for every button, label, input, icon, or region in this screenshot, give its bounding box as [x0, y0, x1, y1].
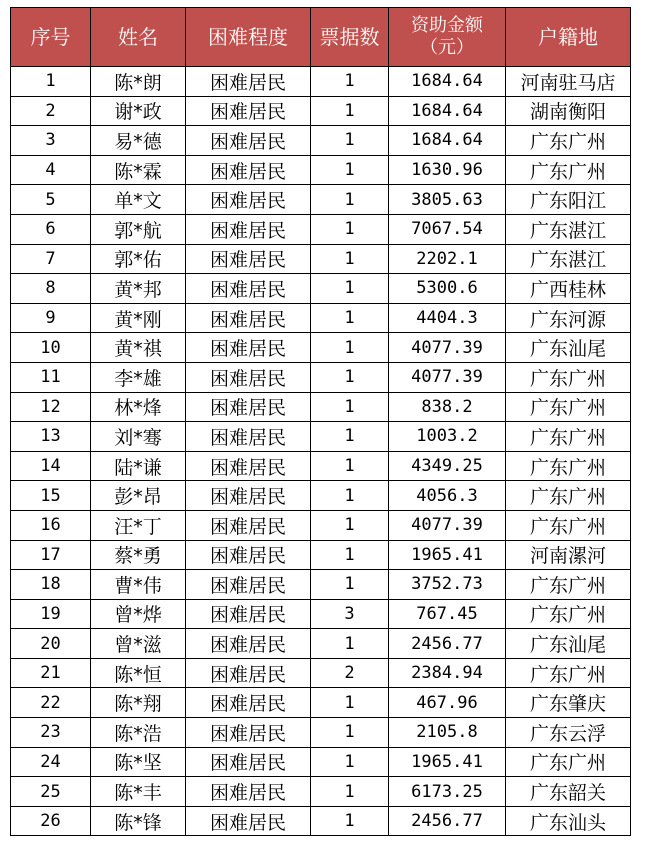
cell-origin: 广东汕尾 [506, 629, 631, 659]
cell-origin: 广东广州 [506, 422, 631, 452]
cell-difficulty: 困难居民 [186, 451, 311, 481]
table-body [11, 67, 631, 836]
table-row [11, 806, 631, 836]
cell-receipts: 3 [311, 599, 389, 629]
cell-index: 13 [11, 422, 91, 452]
cell-origin: 广东广州 [506, 155, 631, 185]
header-name: 姓名 [91, 8, 186, 67]
header-index: 序号 [11, 8, 91, 67]
cell-index: 14 [11, 451, 91, 481]
cell-name: 谢*政 [91, 96, 186, 126]
cell-difficulty: 困难居民 [186, 510, 311, 540]
cell-name: 黄*邦 [91, 274, 186, 304]
cell-amount: 1965.41 [389, 747, 506, 777]
cell-origin: 广东韶关 [506, 777, 631, 807]
table-header [11, 8, 631, 67]
cell-name: 陈*坚 [91, 747, 186, 777]
cell-origin: 广东广州 [506, 481, 631, 511]
cell-origin: 湖南衡阳 [506, 96, 631, 126]
cell-amount: 2456.77 [389, 806, 506, 836]
table-row [11, 96, 631, 126]
cell-name: 黄*祺 [91, 333, 186, 363]
table-row [11, 67, 631, 97]
table-row [11, 303, 631, 333]
table-row [11, 155, 631, 185]
cell-receipts: 1 [311, 185, 389, 215]
cell-name: 陈*恒 [91, 658, 186, 688]
cell-difficulty: 困难居民 [186, 570, 311, 600]
cell-origin: 广东汕尾 [506, 333, 631, 363]
cell-amount: 3752.73 [389, 570, 506, 600]
cell-difficulty: 困难居民 [186, 777, 311, 807]
cell-name: 曾*滋 [91, 629, 186, 659]
cell-origin: 广东广州 [506, 658, 631, 688]
cell-name: 陈*朗 [91, 67, 186, 97]
cell-name: 曾*烨 [91, 599, 186, 629]
cell-origin: 广东阳江 [506, 185, 631, 215]
cell-name: 刘*骞 [91, 422, 186, 452]
table-row [11, 392, 631, 422]
cell-receipts: 1 [311, 510, 389, 540]
cell-index: 26 [11, 806, 91, 836]
table-row [11, 274, 631, 304]
cell-amount: 1684.64 [389, 67, 506, 97]
cell-origin: 广东广州 [506, 126, 631, 156]
cell-index: 2 [11, 96, 91, 126]
cell-origin: 广东湛江 [506, 214, 631, 244]
cell-origin: 广东肇庆 [506, 688, 631, 718]
cell-difficulty: 困难居民 [186, 214, 311, 244]
cell-index: 25 [11, 777, 91, 807]
header-amount [389, 8, 506, 67]
cell-difficulty: 困难居民 [186, 688, 311, 718]
cell-amount: 2456.77 [389, 629, 506, 659]
cell-receipts: 1 [311, 126, 389, 156]
cell-index: 10 [11, 333, 91, 363]
cell-index: 17 [11, 540, 91, 570]
table-row [11, 658, 631, 688]
cell-receipts: 2 [311, 658, 389, 688]
cell-amount: 2384.94 [389, 658, 506, 688]
cell-origin: 广东广州 [506, 570, 631, 600]
cell-name: 陈*翔 [91, 688, 186, 718]
cell-index: 21 [11, 658, 91, 688]
cell-difficulty: 困难居民 [186, 422, 311, 452]
table-row [11, 126, 631, 156]
cell-amount: 1684.64 [389, 96, 506, 126]
table-row [11, 422, 631, 452]
cell-origin: 河南漯河 [506, 540, 631, 570]
cell-difficulty: 困难居民 [186, 244, 311, 274]
header-receipts: 票据数 [311, 8, 389, 67]
table-row [11, 570, 631, 600]
cell-amount: 5300.6 [389, 274, 506, 304]
cell-index: 3 [11, 126, 91, 156]
header-origin: 户籍地 [506, 8, 631, 67]
cell-amount: 467.96 [389, 688, 506, 718]
cell-name: 曹*伟 [91, 570, 186, 600]
cell-index: 24 [11, 747, 91, 777]
cell-receipts: 1 [311, 362, 389, 392]
cell-difficulty: 困难居民 [186, 274, 311, 304]
cell-amount: 838.2 [389, 392, 506, 422]
cell-receipts: 1 [311, 333, 389, 363]
cell-receipts: 1 [311, 629, 389, 659]
cell-difficulty: 困难居民 [186, 126, 311, 156]
cell-index: 6 [11, 214, 91, 244]
cell-amount: 767.45 [389, 599, 506, 629]
table-row [11, 777, 631, 807]
cell-difficulty: 困难居民 [186, 96, 311, 126]
cell-amount: 7067.54 [389, 214, 506, 244]
cell-receipts: 1 [311, 777, 389, 807]
table-row [11, 540, 631, 570]
cell-amount: 4077.39 [389, 362, 506, 392]
cell-receipts: 1 [311, 747, 389, 777]
cell-difficulty: 困难居民 [186, 67, 311, 97]
cell-origin: 广东广州 [506, 451, 631, 481]
cell-receipts: 1 [311, 422, 389, 452]
cell-receipts: 1 [311, 392, 389, 422]
cell-amount: 1684.64 [389, 126, 506, 156]
cell-index: 19 [11, 599, 91, 629]
table-row [11, 718, 631, 748]
cell-amount: 1003.2 [389, 422, 506, 452]
cell-name: 汪*丁 [91, 510, 186, 540]
cell-origin: 广东广州 [506, 362, 631, 392]
cell-receipts: 1 [311, 67, 389, 97]
cell-amount: 4349.25 [389, 451, 506, 481]
cell-origin: 广东湛江 [506, 244, 631, 274]
cell-receipts: 1 [311, 96, 389, 126]
cell-receipts: 1 [311, 214, 389, 244]
cell-name: 林*烽 [91, 392, 186, 422]
table-row [11, 599, 631, 629]
table-row [11, 214, 631, 244]
cell-origin: 广东广州 [506, 392, 631, 422]
table-row [11, 451, 631, 481]
header-amount-line1: 资助金额 [411, 15, 483, 36]
cell-amount: 1965.41 [389, 540, 506, 570]
cell-difficulty: 困难居民 [186, 185, 311, 215]
cell-index: 4 [11, 155, 91, 185]
cell-difficulty: 困难居民 [186, 718, 311, 748]
cell-index: 20 [11, 629, 91, 659]
cell-index: 11 [11, 362, 91, 392]
table-row [11, 629, 631, 659]
table-row [11, 185, 631, 215]
subsidy-table [10, 7, 631, 836]
cell-difficulty: 困难居民 [186, 481, 311, 511]
cell-name: 陈*丰 [91, 777, 186, 807]
cell-origin: 河南驻马店 [506, 67, 631, 97]
cell-index: 18 [11, 570, 91, 600]
cell-index: 7 [11, 244, 91, 274]
cell-amount: 2105.8 [389, 718, 506, 748]
cell-origin: 广东广州 [506, 599, 631, 629]
cell-receipts: 1 [311, 481, 389, 511]
cell-index: 16 [11, 510, 91, 540]
cell-origin: 广东广州 [506, 747, 631, 777]
cell-index: 8 [11, 274, 91, 304]
cell-index: 23 [11, 718, 91, 748]
cell-receipts: 1 [311, 688, 389, 718]
cell-name: 单*文 [91, 185, 186, 215]
cell-amount: 4077.39 [389, 510, 506, 540]
cell-name: 郭*佑 [91, 244, 186, 274]
cell-receipts: 1 [311, 155, 389, 185]
cell-amount: 4077.39 [389, 333, 506, 363]
cell-difficulty: 困难居民 [186, 629, 311, 659]
cell-origin: 广东广州 [506, 510, 631, 540]
cell-difficulty: 困难居民 [186, 599, 311, 629]
cell-difficulty: 困难居民 [186, 540, 311, 570]
cell-difficulty: 困难居民 [186, 747, 311, 777]
cell-amount: 3805.63 [389, 185, 506, 215]
cell-amount: 4404.3 [389, 303, 506, 333]
cell-difficulty: 困难居民 [186, 362, 311, 392]
table-row [11, 244, 631, 274]
cell-index: 1 [11, 67, 91, 97]
cell-origin: 广西桂林 [506, 274, 631, 304]
cell-receipts: 1 [311, 540, 389, 570]
cell-name: 蔡*勇 [91, 540, 186, 570]
table-row [11, 333, 631, 363]
table-row [11, 481, 631, 511]
cell-origin: 广东河源 [506, 303, 631, 333]
cell-name: 易*德 [91, 126, 186, 156]
cell-difficulty: 困难居民 [186, 806, 311, 836]
cell-index: 22 [11, 688, 91, 718]
table-row [11, 688, 631, 718]
cell-receipts: 1 [311, 244, 389, 274]
cell-receipts: 1 [311, 274, 389, 304]
cell-difficulty: 困难居民 [186, 333, 311, 363]
cell-name: 陈*霖 [91, 155, 186, 185]
table-row [11, 510, 631, 540]
cell-index: 5 [11, 185, 91, 215]
table-row [11, 747, 631, 777]
cell-name: 黄*刚 [91, 303, 186, 333]
cell-name: 陈*锋 [91, 806, 186, 836]
cell-name: 彭*昂 [91, 481, 186, 511]
cell-difficulty: 困难居民 [186, 658, 311, 688]
table-row [11, 362, 631, 392]
cell-amount: 6173.25 [389, 777, 506, 807]
header-row [11, 8, 631, 67]
cell-amount: 4056.3 [389, 481, 506, 511]
cell-name: 陈*浩 [91, 718, 186, 748]
cell-origin: 广东汕头 [506, 806, 631, 836]
cell-index: 12 [11, 392, 91, 422]
cell-name: 李*雄 [91, 362, 186, 392]
cell-difficulty: 困难居民 [186, 303, 311, 333]
cell-difficulty: 困难居民 [186, 155, 311, 185]
cell-receipts: 1 [311, 451, 389, 481]
cell-amount: 1630.96 [389, 155, 506, 185]
cell-index: 9 [11, 303, 91, 333]
cell-receipts: 1 [311, 806, 389, 836]
cell-index: 15 [11, 481, 91, 511]
cell-amount: 2202.1 [389, 244, 506, 274]
cell-name: 郭*航 [91, 214, 186, 244]
header-difficulty: 困难程度 [186, 8, 311, 67]
cell-difficulty: 困难居民 [186, 392, 311, 422]
cell-receipts: 1 [311, 718, 389, 748]
cell-receipts: 1 [311, 303, 389, 333]
cell-receipts: 1 [311, 570, 389, 600]
cell-name: 陆*谦 [91, 451, 186, 481]
header-amount-line2: （元） [420, 37, 474, 58]
cell-origin: 广东云浮 [506, 718, 631, 748]
